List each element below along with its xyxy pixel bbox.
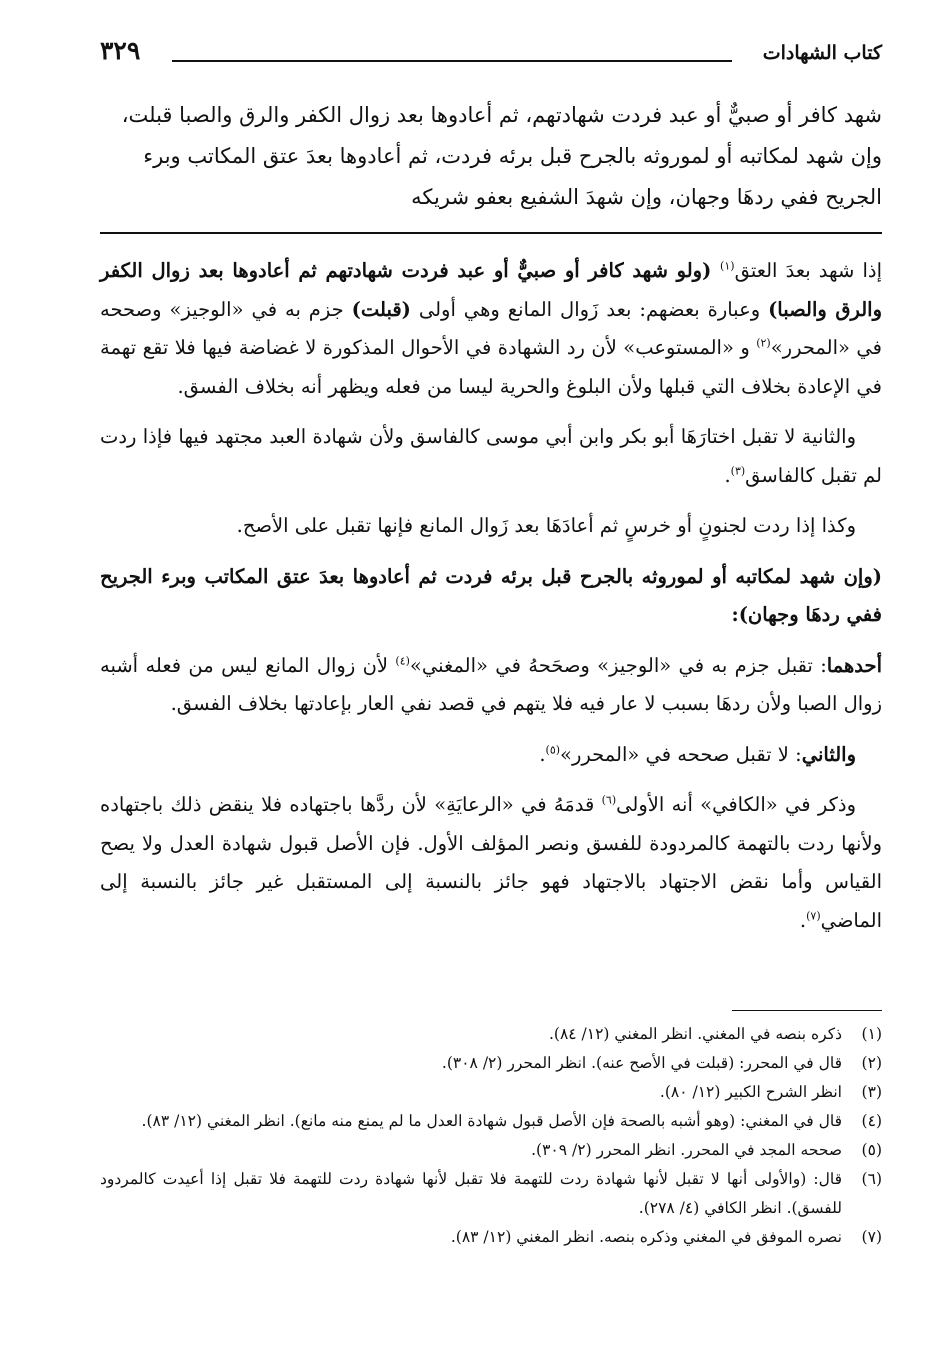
footnote-marker: (٢) <box>756 336 771 350</box>
footnote-text: صححه المجد في المحرر. انظر المحرر (٢/ ٣٠٩). <box>531 1141 842 1159</box>
sharh-paragraph: أحدهما: تقبل جزم به في «الوجيز» وصحَحهُ في «المغني»$^{(٤)}$ لأن زوال المانع ليس من فعله أشبه زوال الصبا ولأن ردهَا بسبب لا عار فيه فلا يتهم في قصد نفي العار بإعادتها بخلاف الفسق. <box>100 653 883 715</box>
sharh-paragraph: والثانية لا تقبل اختارَهَا أبو بكر وابن أبي موسى كالفاسق ولأن شهادة العبد مجتهد فيها فإذا ردت لم تقبل كالفاسق$^{(٣)}$. <box>100 425 882 487</box>
footnote-number: (٤) <box>861 1112 882 1130</box>
sharh-commentary <box>100 252 882 952</box>
sharh-paragraph: والثاني: لا تقبل صححه في «المحرر»$^{(٥)}$. <box>539 742 856 766</box>
matn-quote-paragraph: (وإن شهد لمكاتبه أو لموروثه بالجرح قبل برئه فردت ثم أعادوها بعدَ عتق المكاتب وبرء الجريح ففي ردهَا وجهان): <box>100 564 882 626</box>
footnote-item <box>100 1020 882 1049</box>
sharh-paragraph: وذكر في «الكافي» أنه الأولى$^{(٦)}$ قدمَهُ في «الرعايَةِ» لأن ردَّها باجتهاده فلا ينقض ذلك باجتهاده ولأنها ردت بالتهمة كالمردودة للفسق ونصر المؤلف الأول. فإن الأصل قبول شهادة العدل ولا يصح القياس وأما نقض الاجتهاد بالاجتهاد فهو جائز بالنسبة إلى المستقبل غير جائز بالنسبة إلى الماضي$^{(٧)}$. <box>100 793 882 932</box>
footnote-number: (٢) <box>861 1054 882 1072</box>
footnote-marker: (٧) <box>806 909 821 922</box>
page-header <box>100 38 882 68</box>
footnote-number: (٣) <box>861 1083 882 1101</box>
footnote-item <box>100 1165 882 1223</box>
footnote-text: انظر الشرح الكبير (١٢/ ٨٠). <box>659 1083 842 1101</box>
sharh-paragraph: إذا شهد بعدَ العتق$^{(١)}$ (ولو شهد كافر أو صبيٌّ أو عبد فردت شهادتهم ثم أعادوها بعد زوال الكفر والرق والصبا) وعبارة بعضهم: بعد زَوال المانع وهي أولى (قبلت) جزم به في «الوجيز» وصححه في «المحرر»$^{(٢)}$ و «المستوعب» لأن رد الشهادة في الأحوال المذكورة لا غضاضة فيها فلا تقع تهمة في الإعادة بخلاف التي قبلها ولأن البلوغ والحرية ليسا من فعله ويظهر أنه بخلاف الفسق. <box>100 259 882 398</box>
footnote-number: (١) <box>861 1025 882 1043</box>
footnote-marker: (٤) <box>395 654 410 667</box>
page-number: ٣٢٩ <box>100 36 141 65</box>
footnote-text: قال في المغني: (وهو أشبه بالصحة فإن الأصل قبول شهادة العدل ما لم يمنع منه مانع). انظر المغني (١٢/ ٨٣). <box>141 1112 842 1130</box>
footnote-item <box>100 1107 882 1136</box>
footnote-marker: (١) <box>720 259 735 273</box>
footnote-item <box>100 1223 882 1252</box>
book-title: كتاب الشهادات <box>762 42 882 64</box>
footnotes <box>100 1020 882 1252</box>
footnote-item <box>100 1049 882 1078</box>
footnote-number: (٦) <box>861 1170 882 1188</box>
footnote-marker: (٦) <box>601 793 617 807</box>
footnote-marker: (٥) <box>545 743 561 756</box>
matn-text: شهد كافر أو صبيٌّ أو عبد فردت شهادتهم، ثم أعادوها بعد زوال الكفر والرق والصبا قبلت، وإن شهد لمكاتبه أو لموروثه بالجرح قبل برئه فردت، ثم أعادوها بعدَ عتق المكاتب وبرء الجريح ففي ردهَا وجهان، وإن شهدَ الشفيع بعفو شريكه <box>121 103 882 209</box>
footnote-item <box>100 1078 882 1107</box>
footnote-text: نصره الموفق في المغني وذكره بنصه. انظر المغني (١٢/ ٨٣). <box>450 1228 842 1246</box>
footnote-marker: (٣) <box>730 464 746 477</box>
footnotes-separator <box>732 1010 882 1011</box>
footnote-number: (٧) <box>861 1228 882 1246</box>
matn-separator <box>100 232 882 234</box>
footnote-text: ذكره بنصه في المغني. انظر المغني (١٢/ ٨٤). <box>548 1025 842 1043</box>
footnote-text: قال في المحرر: (قبلت في الأصح عنه). انظر المحرر (٢/ ٣٠٨). <box>441 1054 842 1072</box>
sharh-paragraph: وكذا إذا ردت لجنونٍ أو خرسٍ ثم أعادَهَا بعد زَوال المانع فإنها تقبل على الأصح. <box>236 514 856 537</box>
footnote-number: (٥) <box>861 1141 882 1159</box>
footnote-item <box>100 1136 882 1165</box>
footnote-text: قال: (والأولى أنها لا تقبل لأنها شهادة ردت للتهمة فلا تقبل لأنها شهادة ردت للتهمة فلا تقبل إذا أعيدت كالمردود للفسق). انظر الكافي (٤/ ٢٧٨). <box>100 1170 842 1217</box>
header-rule <box>172 60 732 62</box>
